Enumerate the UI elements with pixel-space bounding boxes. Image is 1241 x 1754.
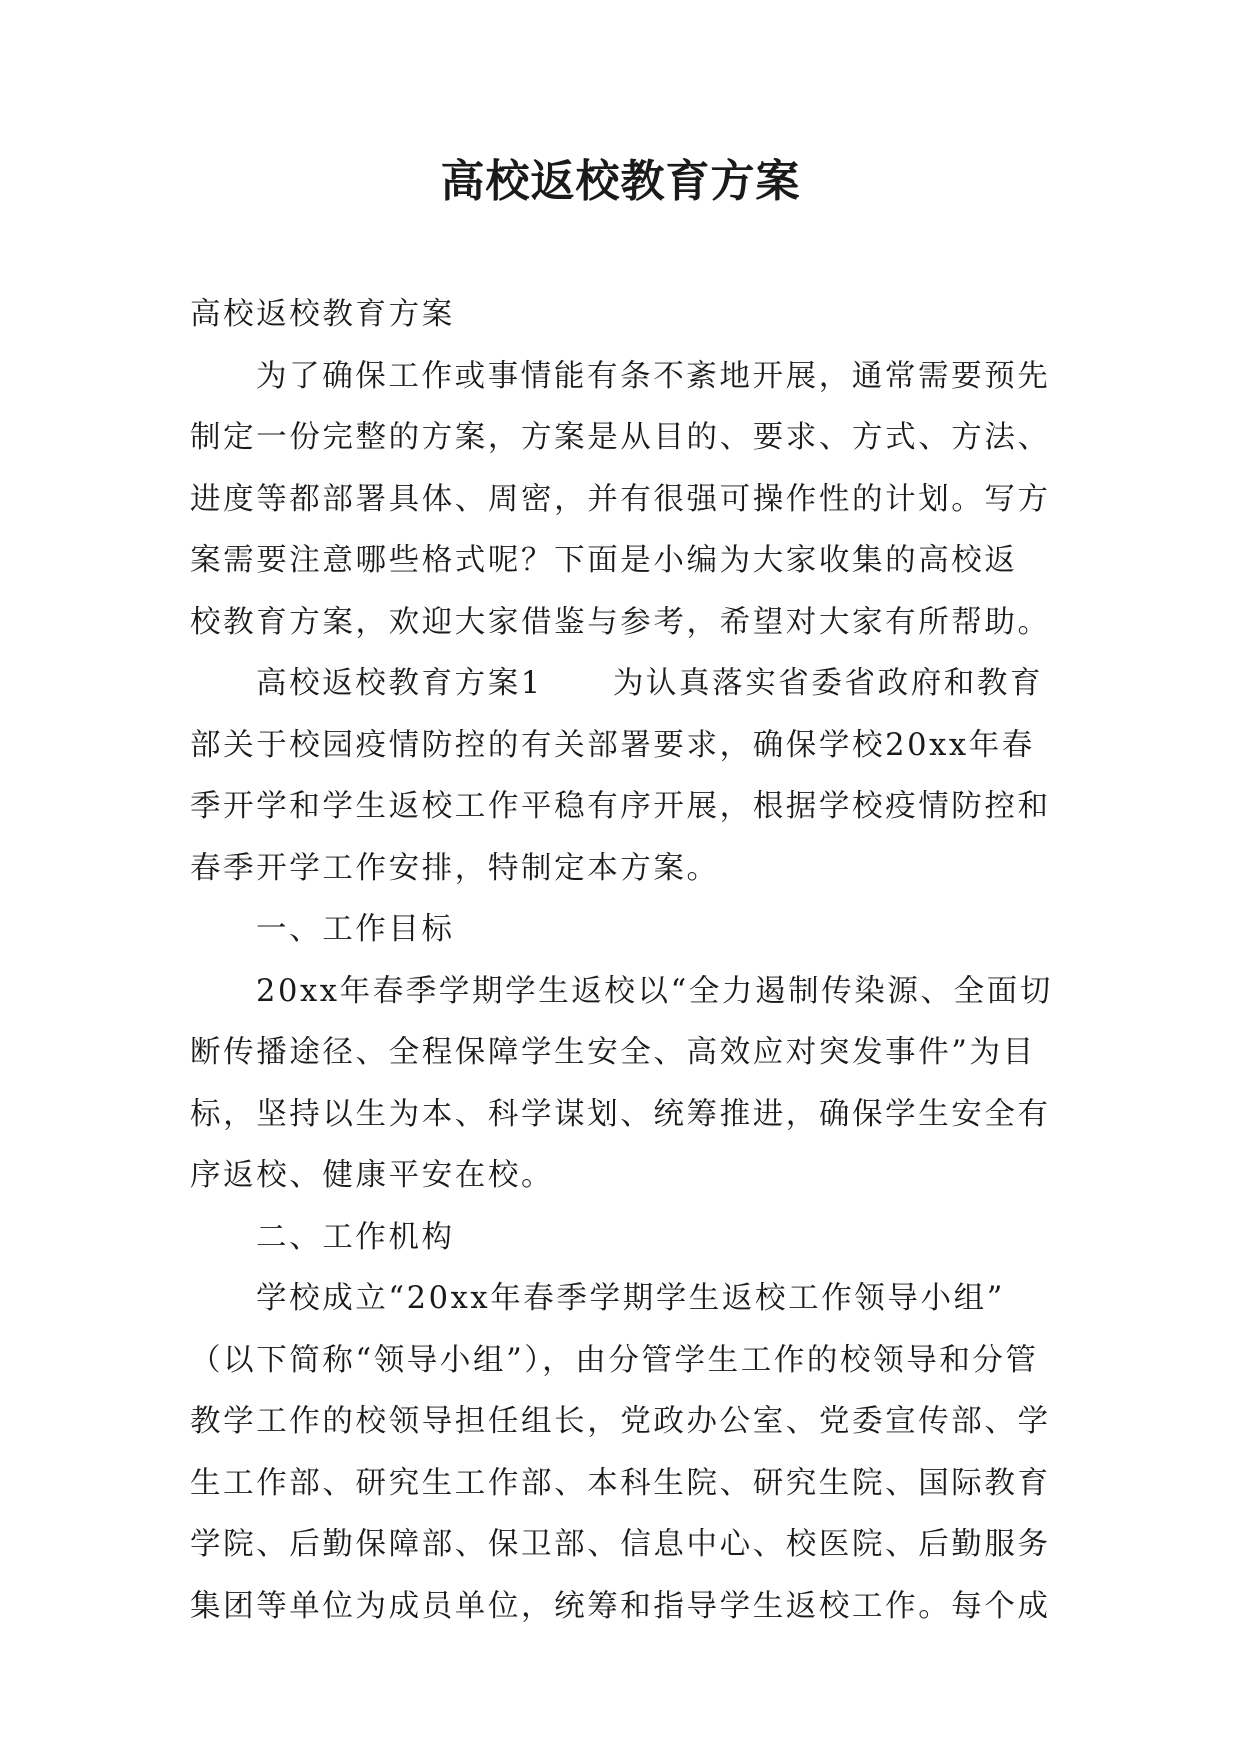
paragraph-line: 断传播途径、全程保障学生安全、高效应对突发事件”为目	[190, 1035, 1036, 1070]
document-title: 高校返校教育方案	[440, 156, 801, 207]
paragraph-line: 案需要注意哪些格式呢？下面是小编为大家收集的高校返	[190, 543, 1018, 578]
paragraph-line: 生工作部、研究生工作部、本科生院、研究生院、国际教育	[190, 1465, 1051, 1501]
paragraph-line: 20xx年春季学期学生返校以“全力遏制传染源、全面切	[256, 973, 1053, 1009]
subtitle-line: 高校返校教育方案	[190, 297, 455, 332]
paragraph-line: 教学工作的校领导担任组长，党政办公室、党委宣传部、学	[190, 1404, 1051, 1439]
paragraph-line: 学校成立“20xx年春季学期学生返校工作领导小组”	[256, 1281, 1005, 1316]
section-heading-line	[190, 653, 1052, 715]
paragraph-line: 序返校、健康平安在校。	[190, 1158, 555, 1193]
paragraph-line: 春季开学工作安排，特制定本方案。	[190, 850, 720, 886]
section-heading: 高校返校教育方案1	[256, 666, 543, 701]
paragraph-line: 制定一份完整的方案，方案是从目的、要求、方式、方法、	[190, 420, 1051, 455]
document-body	[190, 284, 1052, 1637]
paragraph-line: 集团等单位为成员单位，统筹和指导学生返校工作。每个成	[190, 1588, 1051, 1624]
paragraph-line: 为了确保工作或事情能有条不紊地开展，通常需要预先	[256, 358, 1051, 394]
paragraph-line: 季开学和学生返校工作平稳有序开展，根据学校疫情防控和	[190, 789, 1051, 824]
section-heading: 二、工作机构	[256, 1219, 455, 1255]
paragraph-text: 为认真落实省委省政府和教育	[612, 666, 1044, 701]
paragraph-line: （以下简称“领导小组”），由分管学生工作的校领导和分管	[190, 1342, 1039, 1378]
section-heading: 一、工作目标	[256, 912, 455, 947]
paragraph-line: 校教育方案，欢迎大家借鉴与参考，希望对大家有所帮助。	[190, 604, 1051, 640]
paragraph-line: 标，坚持以生为本、科学谋划、统筹推进，确保学生安全有	[190, 1096, 1051, 1132]
paragraph-line: 学院、后勤保障部、保卫部、信息中心、校医院、后勤服务	[190, 1527, 1051, 1562]
paragraph-line: 部关于校园疫情防控的有关部署要求，确保学校20xx年春	[190, 727, 1035, 763]
paragraph-line: 进度等都部署具体、周密，并有很强可操作性的计划。写方	[190, 481, 1051, 517]
